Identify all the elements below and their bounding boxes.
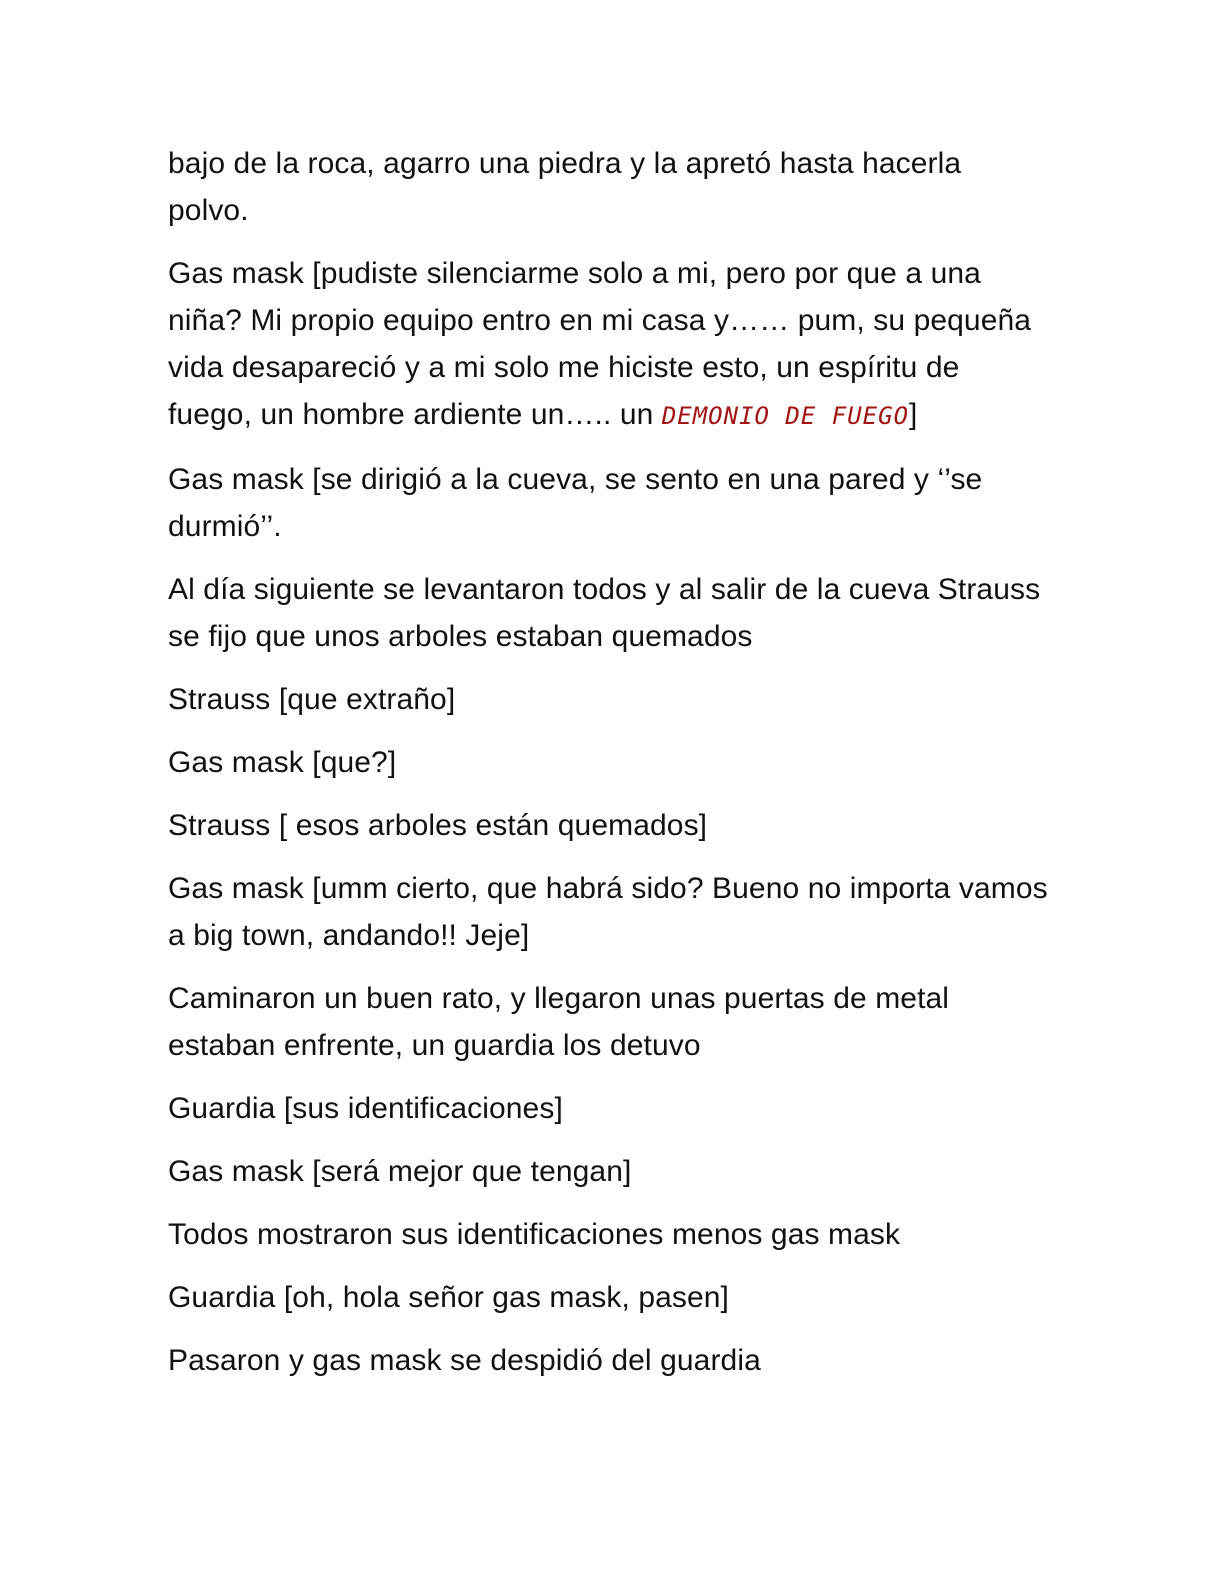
paragraph (168, 250, 1048, 440)
paragraph: Pasaron y gas mask se despidió del guardia (168, 1344, 761, 1377)
paragraph: Guardia [sus identificaciones] (168, 1092, 563, 1125)
paragraph: Caminaron un buen rato, y llegaron unas puertas de metal estaban enfrente, un guardia los detuvo (168, 982, 950, 1062)
paragraph: Al día siguiente se levantaron todos y al salir de la cueva Strauss se fijo que unos arboles estaban quemados (168, 573, 1041, 653)
paragraph-text: Gas mask [pudiste silenciarme solo a mi, pero por que a una niña? Mi propio equipo entro en mi casa y…… pum, su pequeña vida desapareció y a mi solo me hiciste esto, un espíritu de fuego, un hombre ardiente un….. un (168, 257, 1032, 431)
paragraph: Gas mask [será mejor que tengan] (168, 1155, 632, 1188)
paragraph: Gas mask [se dirigió a la cueva, se sento en una pared y ‘’se durmió’’. (168, 463, 983, 543)
paragraph: Gas mask [umm cierto, que habrá sido? Bueno no importa vamos a big town, andando!! Jeje] (168, 872, 1048, 952)
paragraph: Gas mask [que?] (168, 746, 397, 779)
paragraph: Guardia [oh, hola señor gas mask, pasen] (168, 1281, 729, 1314)
paragraph: Strauss [ esos arboles están quemados] (168, 809, 708, 842)
red-highlight-text: DEMONIO DE FUEGO (661, 402, 910, 430)
paragraph: bajo de la roca, agarro una piedra y la apretó hasta hacerla polvo. (168, 147, 962, 227)
paragraph: Strauss [que extraño] (168, 683, 456, 716)
paragraph-text: ] (909, 398, 918, 431)
paragraph: Todos mostraron sus identificaciones menos gas mask (168, 1218, 901, 1251)
document-page (168, 140, 1048, 1400)
